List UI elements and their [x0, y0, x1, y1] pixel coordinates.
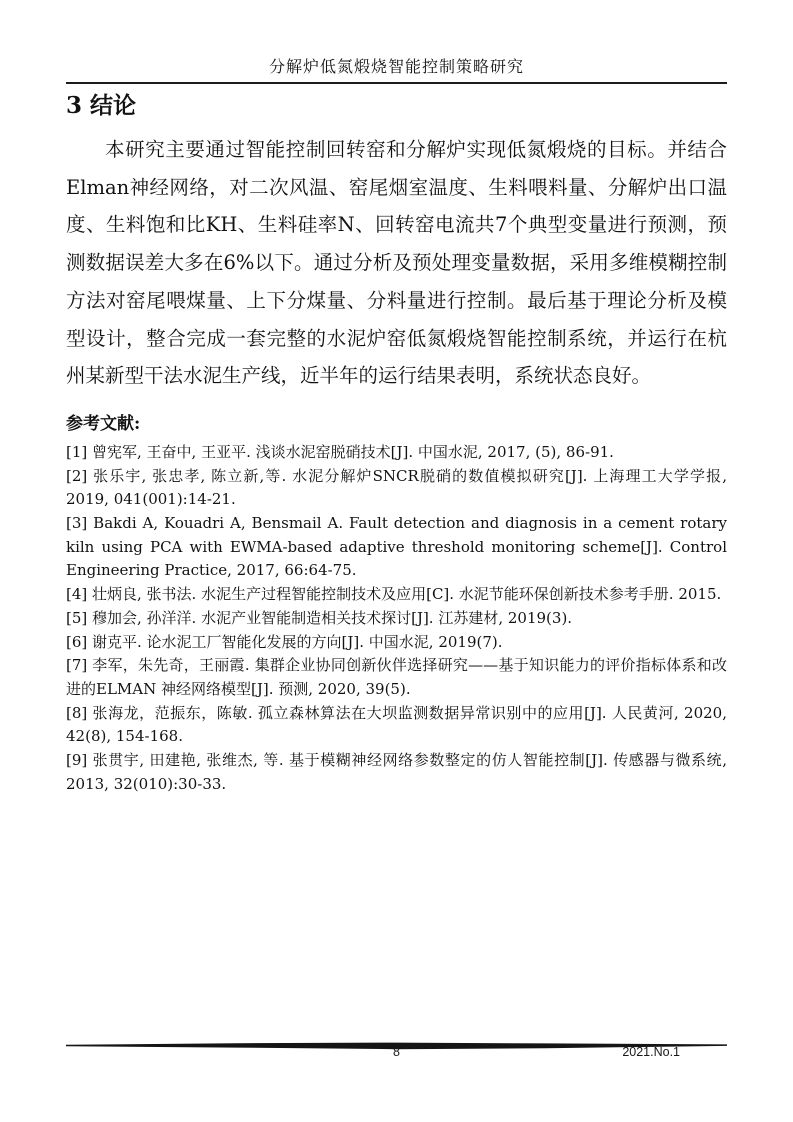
- issue-label: 2021.No.1: [622, 1045, 680, 1059]
- reference-item: [2] 张乐宇, 张忠孝, 陈立新,等. 水泥分解炉SNCR脱硝的数值模拟研究[J]. 上海理工大学学报, 2019, 041(001):14-21.: [66, 466, 727, 509]
- page-content: [66, 0, 727, 796]
- references-list: [66, 441, 727, 797]
- reference-item: [9] 张贯宇, 田建艳, 张维杰, 等. 基于模糊神经网络参数整定的仿人智能控制[J]. 传感器与微系统, 2013, 32(010):30-33.: [66, 751, 727, 793]
- reference-item: [8] 张海龙，范振东，陈敏. 孤立森林算法在大坝监测数据异常识别中的应用[J]. 人民黄河, 2020, 42(8), 154-168.: [66, 703, 727, 746]
- references-heading: 参考文献:: [66, 413, 141, 434]
- reference-item: [7] 李军，朱先奇，王丽霞. 集群企业协同创新伙伴选择研究——基于知识能力的评价指标体系和改进的ELMAN 神经网络模型[J]. 预测, 2020, 39(5).: [66, 656, 727, 698]
- header-rule: [66, 82, 727, 84]
- conclusion-paragraph: 本研究主要通过智能控制回转窑和分解炉实现低氮煅烧的目标。并结合Elman神经网络，对二次风温、窑尾烟室温度、生料喂料量、分解炉出口温度、生料饱和比KH、生料硅率N、回转窑电流共7个典型变量进行预测，预测数据误差大多在6%以下。通过分析及预处理变量数据，采用多维模糊控制方法对窑尾喂煤量、上下分煤量、分料量进行控制。最后基于理论分析及模型设计，整合完成一套完整的水泥炉窑低氮煅烧智能控制系统，并运行在杭州某新型干法水泥生产线，近半年的运行结果表明，系统状态良好。: [66, 138, 727, 388]
- footer-rule: [66, 1035, 727, 1043]
- running-title: 分解炉低氮煅烧智能控制策略研究: [268, 57, 524, 76]
- section-heading: 3 结论: [66, 92, 137, 119]
- reference-item: [6] 谢克平. 论水泥工厂智能化发展的方向[J]. 中国水泥, 2019(7).: [66, 632, 503, 651]
- reference-item: [5] 穆加会, 孙洋洋. 水泥产业智能制造相关技术探讨[J]. 江苏建材, 2019(3).: [66, 608, 573, 627]
- reference-item: [3] Bakdi A, Kouadri A, Bensmail A. Fault detection and diagnosis in a cement rotary kiln using PCA with EWMA-based adaptive threshold monitoring scheme[J]. Control Engineering Practice, 2017, 66:64-75.: [66, 514, 727, 580]
- reference-item: [4] 壮炳良, 张书法. 水泥生产过程智能控制技术及应用[C]. 水泥节能环保创新技术参考手册. 2015.: [66, 585, 722, 604]
- page-footer: [66, 1044, 727, 1060]
- page-number: 8: [393, 1045, 400, 1059]
- reference-item: [1] 曾宪军, 王奋中, 王亚平. 浅谈水泥窑脱硝技术[J]. 中国水泥, 2017, (5), 86-91.: [66, 442, 614, 461]
